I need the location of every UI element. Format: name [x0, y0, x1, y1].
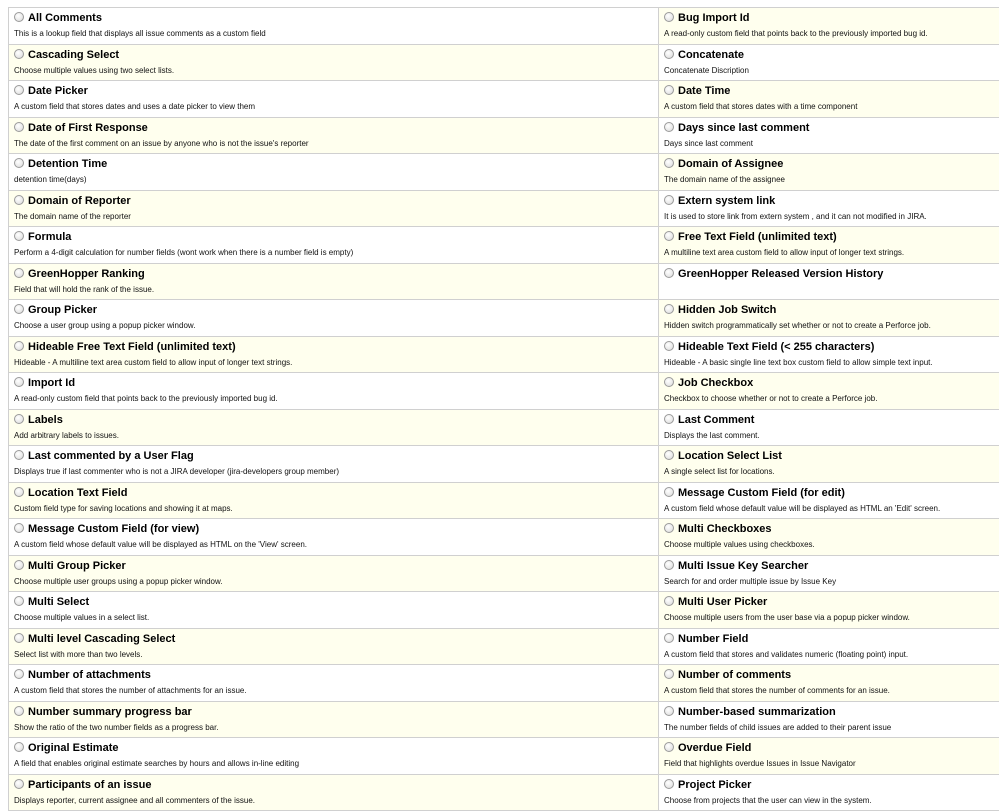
radio-button-multi-checkboxes[interactable]	[664, 523, 674, 533]
field-type-description: A field that enables original estimate searches by hours and allows in-line editing	[14, 759, 299, 769]
field-type-name[interactable]: Overdue Field	[678, 742, 751, 755]
field-type-name[interactable]: Domain of Assignee	[678, 158, 783, 171]
field-type-option-group-picker[interactable]	[8, 300, 658, 336]
field-type-row	[8, 483, 999, 520]
field-type-row	[8, 191, 999, 228]
field-type-name[interactable]: Days since last comment	[678, 122, 809, 135]
field-type-name[interactable]: Number Field	[678, 633, 748, 646]
field-type-option-number-of-comments[interactable]	[658, 665, 999, 701]
field-type-description: Field that highlights overdue Issues in Issue Navigator	[664, 759, 856, 769]
field-type-name[interactable]: Multi Issue Key Searcher	[678, 560, 808, 573]
field-type-option-free-text-field-unlimited-text[interactable]	[658, 227, 999, 263]
field-type-name[interactable]: Hideable Text Field (< 255 characters)	[678, 341, 874, 354]
radio-button-greenhopper-released-version-history[interactable]	[664, 268, 674, 278]
field-type-option-extern-system-link[interactable]	[658, 191, 999, 227]
field-type-description: Choose multiple values in a select list.	[14, 613, 149, 623]
field-type-description: Custom field type for saving locations and showing it at maps.	[14, 504, 233, 514]
field-type-option-multi-select[interactable]	[8, 592, 658, 628]
field-type-description: Perform a 4-digit calculation for number fields (wont work when there is a number field is empty)	[14, 248, 353, 258]
radio-button-multi-select[interactable]	[14, 596, 24, 606]
field-type-row	[8, 227, 999, 264]
field-type-name[interactable]: Last Comment	[678, 414, 754, 427]
field-type-row	[8, 337, 999, 374]
field-type-name[interactable]: Concatenate	[678, 49, 744, 62]
field-type-name[interactable]: All Comments	[28, 12, 102, 25]
radio-button-message-custom-field-for-edit[interactable]	[664, 487, 674, 497]
field-type-name[interactable]: Free Text Field (unlimited text)	[678, 231, 837, 244]
field-type-option-date-of-first-response[interactable]	[8, 118, 658, 154]
field-type-name[interactable]: Message Custom Field (for view)	[28, 523, 199, 536]
radio-button-date-picker[interactable]	[14, 85, 24, 95]
field-type-row	[8, 775, 999, 811]
field-type-name[interactable]: Number of attachments	[28, 669, 151, 682]
radio-button-all-comments[interactable]	[14, 12, 24, 22]
field-type-option-project-picker[interactable]	[658, 775, 999, 811]
field-type-description: A read-only custom field that points back to the previously imported bug id.	[664, 29, 928, 39]
field-type-description: The domain name of the reporter	[14, 212, 131, 222]
field-type-name[interactable]: Multi User Picker	[678, 596, 767, 609]
radio-button-last-commented-by-a-user-flag[interactable]	[14, 450, 24, 460]
field-type-description: Show the ratio of the two number fields as a progress bar.	[14, 723, 219, 733]
radio-button-bug-import-id[interactable]	[664, 12, 674, 22]
field-type-row	[8, 8, 999, 45]
radio-button-last-comment[interactable]	[664, 414, 674, 424]
field-type-option-number-of-attachments[interactable]	[8, 665, 658, 701]
radio-button-overdue-field[interactable]	[664, 742, 674, 752]
field-type-row	[8, 81, 999, 118]
radio-button-original-estimate[interactable]	[14, 742, 24, 752]
field-type-description: Field that will hold the rank of the issue.	[14, 285, 154, 295]
field-type-description: A custom field that stores dates with a time component	[664, 102, 857, 112]
field-type-option-bug-import-id[interactable]	[658, 8, 999, 44]
field-type-option-days-since-last-comment[interactable]	[658, 118, 999, 154]
field-type-description: Choose a user group using a popup picker window.	[14, 321, 195, 331]
field-type-row	[8, 592, 999, 629]
field-type-name[interactable]: Cascading Select	[28, 49, 119, 62]
field-type-name[interactable]: Multi Checkboxes	[678, 523, 772, 536]
field-type-description: Hidden switch programmatically set whether or not to create a Perforce job.	[664, 321, 931, 331]
radio-button-number-based-summarization[interactable]	[664, 706, 674, 716]
radio-button-extern-system-link[interactable]	[664, 195, 674, 205]
field-type-description: A custom field whose default value will be displayed as HTML an 'Edit' screen.	[664, 504, 940, 514]
field-type-option-date-time[interactable]	[658, 81, 999, 117]
field-type-name[interactable]: Hideable Free Text Field (unlimited text)	[28, 341, 236, 354]
radio-button-date-time[interactable]	[664, 85, 674, 95]
radio-button-number-of-comments[interactable]	[664, 669, 674, 679]
radio-button-participants-of-an-issue[interactable]	[14, 779, 24, 789]
field-type-option-overdue-field[interactable]	[658, 738, 999, 774]
field-type-name[interactable]: Extern system link	[678, 195, 775, 208]
radio-button-cascading-select[interactable]	[14, 49, 24, 59]
field-type-option-date-picker[interactable]	[8, 81, 658, 117]
field-type-name[interactable]: Domain of Reporter	[28, 195, 131, 208]
field-type-option-multi-issue-key-searcher[interactable]	[658, 556, 999, 592]
field-type-description: It is used to store link from extern system , and it can not modified in JIRA.	[664, 212, 927, 222]
field-type-name[interactable]: Formula	[28, 231, 71, 244]
field-type-row	[8, 702, 999, 739]
field-type-name[interactable]: Multi level Cascading Select	[28, 633, 175, 646]
field-type-option-multi-checkboxes[interactable]	[658, 519, 999, 555]
field-type-option-number-summary-progress-bar[interactable]	[8, 702, 658, 738]
radio-button-concatenate[interactable]	[664, 49, 674, 59]
field-type-option-hidden-job-switch[interactable]	[658, 300, 999, 336]
field-type-description: Choose multiple values using checkboxes.	[664, 540, 815, 550]
field-type-name[interactable]: Group Picker	[28, 304, 97, 317]
radio-button-domain-of-assignee[interactable]	[664, 158, 674, 168]
field-type-name[interactable]: Detention Time	[28, 158, 107, 171]
field-type-option-multi-level-cascading-select[interactable]	[8, 629, 658, 665]
field-type-name[interactable]: Hidden Job Switch	[678, 304, 776, 317]
field-type-option-job-checkbox[interactable]	[658, 373, 999, 409]
radio-button-multi-level-cascading-select[interactable]	[14, 633, 24, 643]
field-type-option-all-comments[interactable]	[8, 8, 658, 44]
field-type-name[interactable]: Date of First Response	[28, 122, 148, 135]
field-type-name[interactable]: Job Checkbox	[678, 377, 753, 390]
field-type-description: This is a lookup field that displays all issue comments as a custom field	[14, 29, 266, 39]
field-type-description: Displays the last comment.	[664, 431, 760, 441]
field-type-option-hideable-free-text-field-unlimited-text[interactable]	[8, 337, 658, 373]
field-type-option-hideable-text-field-255-characters[interactable]	[658, 337, 999, 373]
field-type-row	[8, 556, 999, 593]
field-type-name[interactable]: Labels	[28, 414, 63, 427]
field-type-option-participants-of-an-issue[interactable]	[8, 775, 658, 811]
field-type-description: A custom field that stores the number of comments for an issue.	[664, 686, 890, 696]
radio-button-number-field[interactable]	[664, 633, 674, 643]
field-type-description: Choose multiple values using two select lists.	[14, 66, 174, 76]
radio-button-detention-time[interactable]	[14, 158, 24, 168]
radio-button-multi-issue-key-searcher[interactable]	[664, 560, 674, 570]
field-type-option-concatenate[interactable]	[658, 45, 999, 81]
field-type-description: The domain name of the assignee	[664, 175, 785, 185]
field-type-option-formula[interactable]	[8, 227, 658, 263]
radio-button-group-picker[interactable]	[14, 304, 24, 314]
field-type-row	[8, 665, 999, 702]
radio-button-project-picker[interactable]	[664, 779, 674, 789]
field-type-option-import-id[interactable]	[8, 373, 658, 409]
field-type-name[interactable]: Last commented by a User Flag	[28, 450, 194, 463]
field-type-option-cascading-select[interactable]	[8, 45, 658, 81]
field-type-option-location-text-field[interactable]	[8, 483, 658, 519]
radio-button-free-text-field-unlimited-text[interactable]	[664, 231, 674, 241]
radio-button-message-custom-field-for-view[interactable]	[14, 523, 24, 533]
field-type-description: Choose from projects that the user can view in the system.	[664, 796, 872, 806]
radio-button-labels[interactable]	[14, 414, 24, 424]
field-type-name[interactable]: Original Estimate	[28, 742, 118, 755]
radio-button-greenhopper-ranking[interactable]	[14, 268, 24, 278]
field-type-row	[8, 738, 999, 775]
field-type-description: Select list with more than two levels.	[14, 650, 143, 660]
field-type-description: Days since last comment	[664, 139, 753, 149]
field-type-description: Displays reporter, current assignee and all commenters of the issue.	[14, 796, 255, 806]
field-type-row	[8, 300, 999, 337]
field-type-name[interactable]: Multi Group Picker	[28, 560, 126, 573]
field-type-option-labels[interactable]	[8, 410, 658, 446]
field-type-description: The number fields of child issues are added to their parent issue	[664, 723, 891, 733]
field-type-name[interactable]: Import Id	[28, 377, 75, 390]
field-type-option-last-comment[interactable]	[658, 410, 999, 446]
field-type-description: Displays true if last commenter who is not a JIRA developer (jira-developers group member)	[14, 467, 339, 477]
field-type-row	[8, 410, 999, 447]
field-type-option-original-estimate[interactable]	[8, 738, 658, 774]
field-type-description: detention time(days)	[14, 175, 86, 185]
field-type-description: Hideable - A multiline text area custom field to allow input of longer text strings.	[14, 358, 292, 368]
field-type-description: Checkbox to choose whether or not to create a Perforce job.	[664, 394, 877, 404]
radio-button-multi-user-picker[interactable]	[664, 596, 674, 606]
field-type-name[interactable]: Location Text Field	[28, 487, 127, 500]
field-type-option-domain-of-reporter[interactable]	[8, 191, 658, 227]
radio-button-formula[interactable]	[14, 231, 24, 241]
field-type-row	[8, 373, 999, 410]
field-type-option-location-select-list[interactable]	[658, 446, 999, 482]
radio-button-number-of-attachments[interactable]	[14, 669, 24, 679]
field-type-description: Concatenate Discription	[664, 66, 749, 76]
field-type-name[interactable]: Number of comments	[678, 669, 791, 682]
field-type-row	[8, 45, 999, 82]
field-type-description: The date of the first comment on an issue by anyone who is not the issue's reporter	[14, 139, 309, 149]
field-type-option-domain-of-assignee[interactable]	[658, 154, 999, 190]
radio-button-location-text-field[interactable]	[14, 487, 24, 497]
radio-button-domain-of-reporter[interactable]	[14, 195, 24, 205]
field-type-option-last-commented-by-a-user-flag[interactable]	[8, 446, 658, 482]
field-type-name[interactable]: Number summary progress bar	[28, 706, 192, 719]
field-type-name[interactable]: Date Picker	[28, 85, 88, 98]
field-type-description: A read-only custom field that points back to the previously imported bug id.	[14, 394, 278, 404]
field-type-row	[8, 118, 999, 155]
field-type-name[interactable]: Location Select List	[678, 450, 782, 463]
field-type-option-detention-time[interactable]	[8, 154, 658, 190]
field-type-row	[8, 519, 999, 556]
radio-button-date-of-first-response[interactable]	[14, 122, 24, 132]
field-type-description: A multiline text area custom field to allow input of longer text strings.	[664, 248, 904, 258]
field-type-option-number-based-summarization[interactable]	[658, 702, 999, 738]
field-type-name[interactable]: Message Custom Field (for edit)	[678, 487, 845, 500]
field-type-name[interactable]: Bug Import Id	[678, 12, 750, 25]
field-type-name[interactable]: GreenHopper Ranking	[28, 268, 145, 281]
field-type-description: A custom field that stores and validates numeric (floating point) input.	[664, 650, 908, 660]
field-type-description: Choose multiple user groups using a popup picker window.	[14, 577, 223, 587]
field-type-name[interactable]: Number-based summarization	[678, 706, 836, 719]
field-type-option-greenhopper-ranking[interactable]	[8, 264, 658, 300]
field-type-option-message-custom-field-for-view[interactable]	[8, 519, 658, 555]
radio-button-multi-group-picker[interactable]	[14, 560, 24, 570]
field-type-name[interactable]: Participants of an issue	[28, 779, 151, 792]
radio-button-location-select-list[interactable]	[664, 450, 674, 460]
field-type-name[interactable]: Multi Select	[28, 596, 89, 609]
field-type-description: Add arbitrary labels to issues.	[14, 431, 119, 441]
field-type-description: Choose multiple users from the user base via a popup picker window.	[664, 613, 910, 623]
field-type-option-message-custom-field-for-edit[interactable]	[658, 483, 999, 519]
field-type-description: A single select list for locations.	[664, 467, 775, 477]
field-type-name[interactable]: Project Picker	[678, 779, 751, 792]
radio-button-hideable-free-text-field-unlimited-text[interactable]	[14, 341, 24, 351]
radio-button-number-summary-progress-bar[interactable]	[14, 706, 24, 716]
field-type-option-multi-user-picker[interactable]	[658, 592, 999, 628]
field-type-name[interactable]: Date Time	[678, 85, 730, 98]
field-type-row	[8, 264, 999, 301]
field-type-description: A custom field that stores dates and uses a date picker to view them	[14, 102, 255, 112]
field-type-description: A custom field whose default value will be displayed as HTML on the 'View' screen.	[14, 540, 307, 550]
field-type-row	[8, 154, 999, 191]
field-type-option-number-field[interactable]	[658, 629, 999, 665]
field-type-option-greenhopper-released-version-history[interactable]	[658, 264, 999, 300]
field-type-description: Hideable - A basic single line text box custom field to allow simple text input.	[664, 358, 933, 368]
radio-button-hidden-job-switch[interactable]	[664, 304, 674, 314]
radio-button-hideable-text-field-255-characters[interactable]	[664, 341, 674, 351]
custom-field-type-list	[8, 7, 999, 811]
field-type-description: Search for and order multiple issue by Issue Key	[664, 577, 836, 587]
radio-button-days-since-last-comment[interactable]	[664, 122, 674, 132]
field-type-row	[8, 629, 999, 666]
radio-button-job-checkbox[interactable]	[664, 377, 674, 387]
field-type-option-multi-group-picker[interactable]	[8, 556, 658, 592]
field-type-row	[8, 446, 999, 483]
field-type-description: A custom field that stores the number of attachments for an issue.	[14, 686, 247, 696]
radio-button-import-id[interactable]	[14, 377, 24, 387]
field-type-name[interactable]: GreenHopper Released Version History	[678, 268, 883, 281]
